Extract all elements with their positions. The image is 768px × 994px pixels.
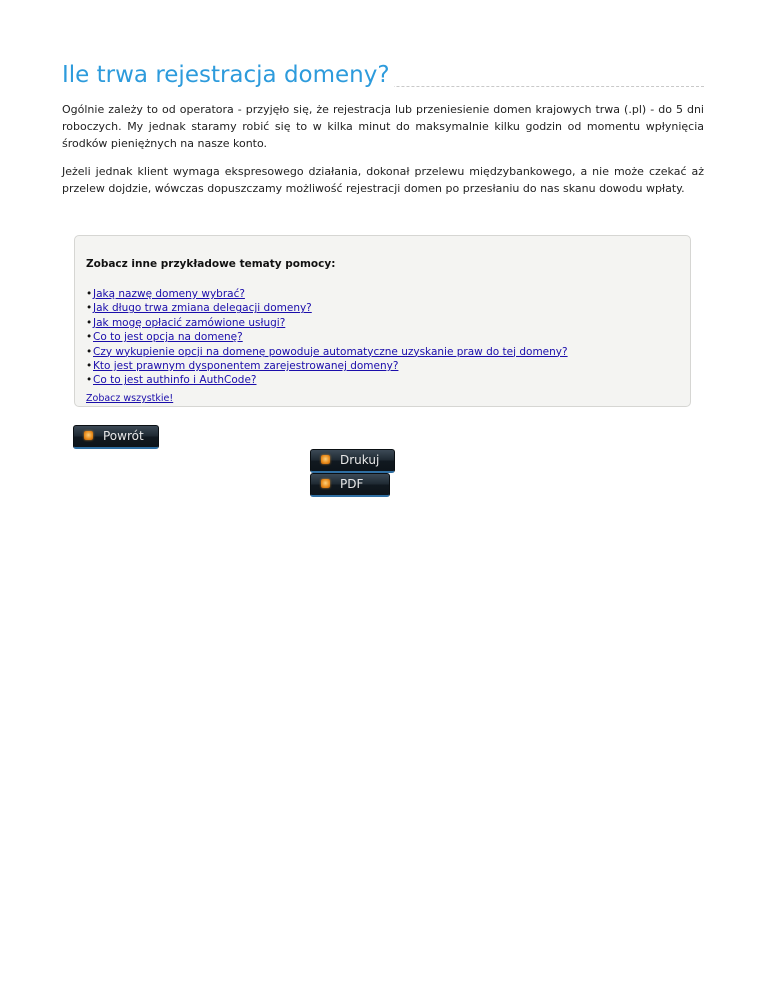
- page-title: Ile trwa rejestracja domeny?: [62, 60, 394, 90]
- list-item: [86, 287, 678, 301]
- help-link-domain-name[interactable]: Jaką nazwę domeny wybrać?: [93, 288, 245, 300]
- bullet-icon: •: [86, 316, 93, 329]
- orange-square-icon: [321, 479, 330, 488]
- help-link-payment[interactable]: Jak mogę opłacić zamówione usługi?: [93, 316, 286, 329]
- list-item: [86, 301, 678, 315]
- help-link-option-rights[interactable]: Czy wykupienie opcji na domenę powoduje automatyczne uzyskanie praw do tej domeny?: [93, 345, 568, 358]
- print-button-label: Drukuj: [340, 453, 380, 467]
- related-help-list: [86, 287, 678, 388]
- bullet-icon: •: [86, 374, 93, 387]
- title-row: [62, 60, 704, 90]
- see-all-row: [86, 392, 678, 405]
- article-paragraph-2: Jeżeli jednak klient wymaga ekspresowego działania, dokonał przelewu międzybankowego, a nie może czekać aż przelew dojdzie, wówczas dopuszczamy możliwość rejestracji domen po przesłaniu do nas skanu dowodu wpłaty.: [62, 165, 704, 195]
- orange-square-icon: [84, 431, 93, 440]
- pdf-button[interactable]: [310, 473, 390, 497]
- help-link-legal-owner[interactable]: Kto jest prawnym dysponentem zarejestrowanej domeny?: [93, 360, 399, 373]
- orange-square-icon: [321, 455, 330, 464]
- pdf-button-label: PDF: [340, 477, 364, 491]
- back-button[interactable]: [73, 425, 159, 449]
- print-button[interactable]: [310, 449, 395, 473]
- list-item: [86, 345, 678, 359]
- article-paragraph-1: Ogólnie zależy to od operatora - przyjęło się, że rejestracja lub przeniesienie domen krajowych trwa (.pl) - do 5 dni roboczych. My jednak staramy robić się to w kilka minut do maksymalnie kilku godzin od momentu wpłynięcia środków pieniężnych na nasze konto.: [62, 103, 704, 150]
- help-link-domain-option[interactable]: Co to jest opcja na domenę?: [93, 331, 243, 344]
- bullet-icon: •: [86, 360, 93, 373]
- bullet-icon: •: [86, 288, 93, 300]
- see-all-link[interactable]: Zobacz wszystkie!: [86, 392, 174, 404]
- bullet-icon: •: [86, 345, 93, 358]
- related-help-heading: Zobacz inne przykładowe tematy pomocy:: [86, 258, 336, 270]
- list-item: [86, 316, 678, 330]
- help-link-authinfo[interactable]: Co to jest authinfo i AuthCode?: [93, 374, 257, 387]
- article: [62, 60, 704, 197]
- list-item: [86, 330, 678, 344]
- list-item: [86, 373, 678, 387]
- bullet-icon: •: [86, 331, 93, 344]
- list-item: [86, 359, 678, 373]
- help-link-delegation-change[interactable]: Jak długo trwa zmiana delegacji domeny?: [93, 302, 312, 315]
- back-button-label: Powrót: [103, 429, 144, 443]
- related-help-box: [74, 235, 691, 407]
- bullet-icon: •: [86, 302, 93, 315]
